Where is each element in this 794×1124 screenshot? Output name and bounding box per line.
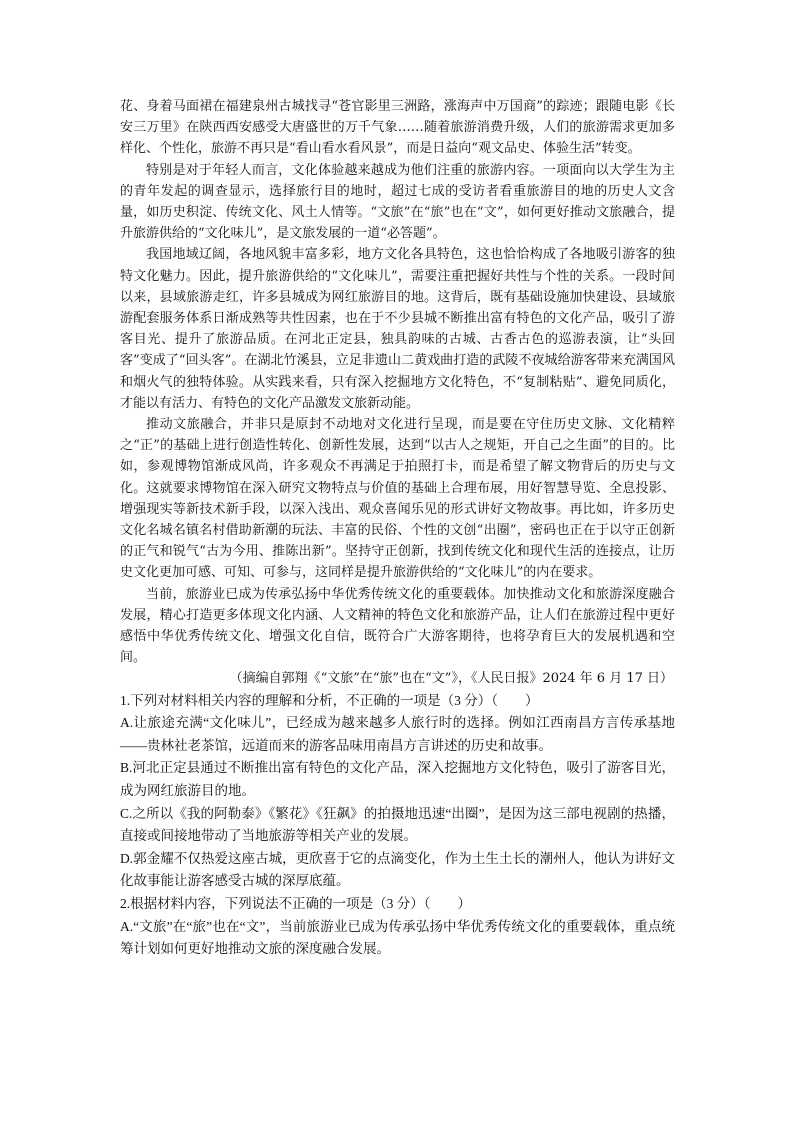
question-stem: 2.根据材料内容，下列说法不正确的一项是（3 分）（ ） — [120, 896, 471, 912]
question-option-a: A.“文旅”在“旅”也在“文”，当前旅游业已成为传承弘扬中华优秀传统文化的重要载体，重点统筹计划如何更好地推动文旅的深度融合发展。 — [120, 918, 675, 957]
article-paragraph-1: 花、身着马面裙在福建泉州古城找寻“苍官影里三洲路，涨海声中万国商”的踪迹；跟随电影《长安三万里》在陕西西安感受大唐盛世的万千气象……随着旅游消费升级，人们的旅游需求更加多样化、个性化，旅游不再只是“看山看水看风景”，而是日益向“观文品史、体验生活”转变。 — [120, 99, 675, 157]
question-option-c: C.之所以《我的阿勒泰》《繁花》《狂飙》的拍摄地迅速“出圈”，是因为这三部电视剧的热播，直接或间接地带动了当地旅游等相关产业的发展。 — [120, 805, 675, 844]
question-option-a: A.让旅途充满“文化味儿”，已经成为越来越多人旅行时的选择。例如江西南昌方言传承基地——贵林社老茶馆，远道而来的游客品味用南昌方言讲述的历史和故事。 — [120, 715, 675, 753]
article-paragraph-5: 当前，旅游业已成为传承弘扬中华优秀传统文化的重要载体。加快推动文化和旅游深度融合发展，精心打造更多体现文化内涵、人文精神的特色文化和旅游产品，让人们在旅游过程中更好感悟中华优秀传统文化、增强文化自信，既符合广大游客期待，也将孕育巨大的发展机遇和空间。 — [120, 586, 675, 666]
article-source: （摘编自郭翔《“文旅”在“旅”也在“文”》，《人民日报》2024 年 6 月 17 日） — [229, 671, 673, 687]
article-paragraph-3: 我国地域辽阔，各地风貌丰富多彩，地方文化各具特色，这也恰恰构成了各地吸引游客的独特文化魅力。因此，提升旅游供给的“文化味儿”，需要注重把握好共性与个性的关系。一段时间以来，县域旅游走红，许多县城成为网红旅游目的地。这背后，既有基础设施加快建设、县域旅游配套服务体系日渐成熟等共性因素，也在于不少县城不断推出富有特色的文化产品，吸引了游客目光、提升了旅游品质。在河北正定县，独具韵味的古城、古香古色的巡游表演，让“头回客”变成了“回头客”。在湖北竹溪县，立足非遗山二黄戏曲打造的武陵不夜城给游客带来充满国风和烟火气的独特体验。从实践来看，只有深入挖掘地方文化特色，不“复制粘贴”、避免同质化，才能以有活力、有特色的文化产品激发文旅新动能。 — [120, 247, 675, 411]
question-option-d: D.郭金耀不仅热爱这座古城，更欣喜于它的点滴变化，作为土生土长的潮州人，他认为讲好文化故事能让游客感受古城的深厚底蕴。 — [120, 850, 675, 889]
article-paragraph-2: 特别是对于年轻人而言，文化体验越来越成为他们注重的旅游内容。一项面向以大学生为主的青年发起的调查显示，选择旅行目的地时，超过七成的受访者看重旅游目的地的历史人文含量，如历史积淀、传统文化、风土人情等。“文旅”在“旅”也在“文”，如何更好推动文旅融合，提升旅游供给的“文化味儿”，是文旅发展的一道“必答题”。 — [120, 162, 675, 242]
question-option-b: B.河北正定县通过不断推出富有特色的文化产品，深入挖掘地方文化特色，吸引了游客目光，成为网红旅游目的地。 — [120, 760, 675, 799]
document-page — [120, 96, 675, 961]
question-1 — [120, 690, 675, 893]
question-stem: 1.下列对材料相关内容的理解和分析，不正确的一项是（3 分）（ ） — [120, 692, 539, 708]
article-paragraph-4: 推动文旅融合，并非只是原封不动地对文化进行呈现，而是要在守住历史文脉、文化精粹之“正”的基础上进行创造性转化、创新性发展，达到“以古人之规矩，开自己之生面”的目的。比如，参观博物馆渐成风尚，许多观众不再满足于拍照打卡，而是希望了解文物背后的历史与文化。这就要求博物馆在深入研究文物特点与价值的基础上合理布展，用好智慧导览、全息投影、增强现实等新技术新手段，以深入浅出、观众喜闻乐见的形式讲好文物故事。再比如，许多历史文化名城名镇名村借助新潮的玩法、丰富的民俗、个性的文创“出圈”，密码也正在于以守正创新的正气和锐气“古为今用、推陈出新”。坚持守正创新，找到传统文化和现代生活的连接点，让历史文化更加可感、可知、可参与，这同样是提升旅游供给的“文化味儿”的内在要求。 — [120, 417, 675, 581]
question-2 — [120, 893, 675, 961]
